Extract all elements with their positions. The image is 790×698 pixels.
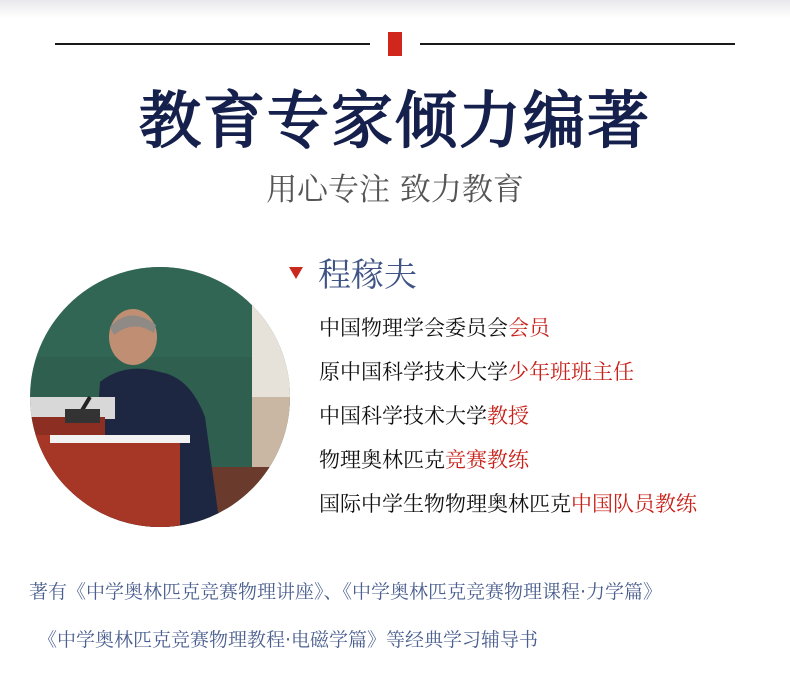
- credential-item: [319, 444, 697, 488]
- name-marker-icon: [289, 267, 303, 279]
- credential-text: 国际中学生物物理奥林匹克: [319, 492, 571, 516]
- books-line-1: 著有《中学奥林匹克竞赛物理讲座》、《中学奥林匹克竞赛物理课程·力学篇》: [29, 581, 663, 603]
- books-line-2: 《中学奥林匹克竞赛物理教程·电磁学篇》等经典学习辅导书: [38, 629, 539, 651]
- credential-highlight: 中国队员教练: [571, 492, 697, 516]
- divider-center-mark: [388, 32, 402, 56]
- credential-text: 中国科学技术大学: [319, 404, 487, 428]
- credential-item: [319, 488, 697, 532]
- page-title: 教育专家倾力编著: [138, 84, 651, 157]
- credential-text: 中国物理学会委员会: [319, 316, 508, 340]
- credential-highlight: 教授: [487, 404, 529, 428]
- top-gradient-band: [0, 0, 790, 18]
- credential-item: [319, 356, 697, 400]
- divider-left: [55, 43, 370, 45]
- credential-highlight: 会员: [508, 316, 550, 340]
- credential-item: [319, 400, 697, 444]
- credentials-list: [319, 312, 697, 532]
- credential-text: 原中国科学技术大学: [319, 360, 508, 384]
- credential-highlight: 少年班班主任: [508, 360, 634, 384]
- page-subtitle: 用心专注 致力教育: [266, 172, 524, 208]
- credential-text: 物理奥林匹克: [319, 448, 445, 472]
- credential-highlight: 竞赛教练: [445, 448, 529, 472]
- divider-right: [420, 43, 735, 45]
- expert-name: 程稼夫: [318, 255, 417, 294]
- photo-icon: [30, 267, 290, 527]
- credential-item: [319, 312, 697, 356]
- expert-photo: [30, 267, 290, 527]
